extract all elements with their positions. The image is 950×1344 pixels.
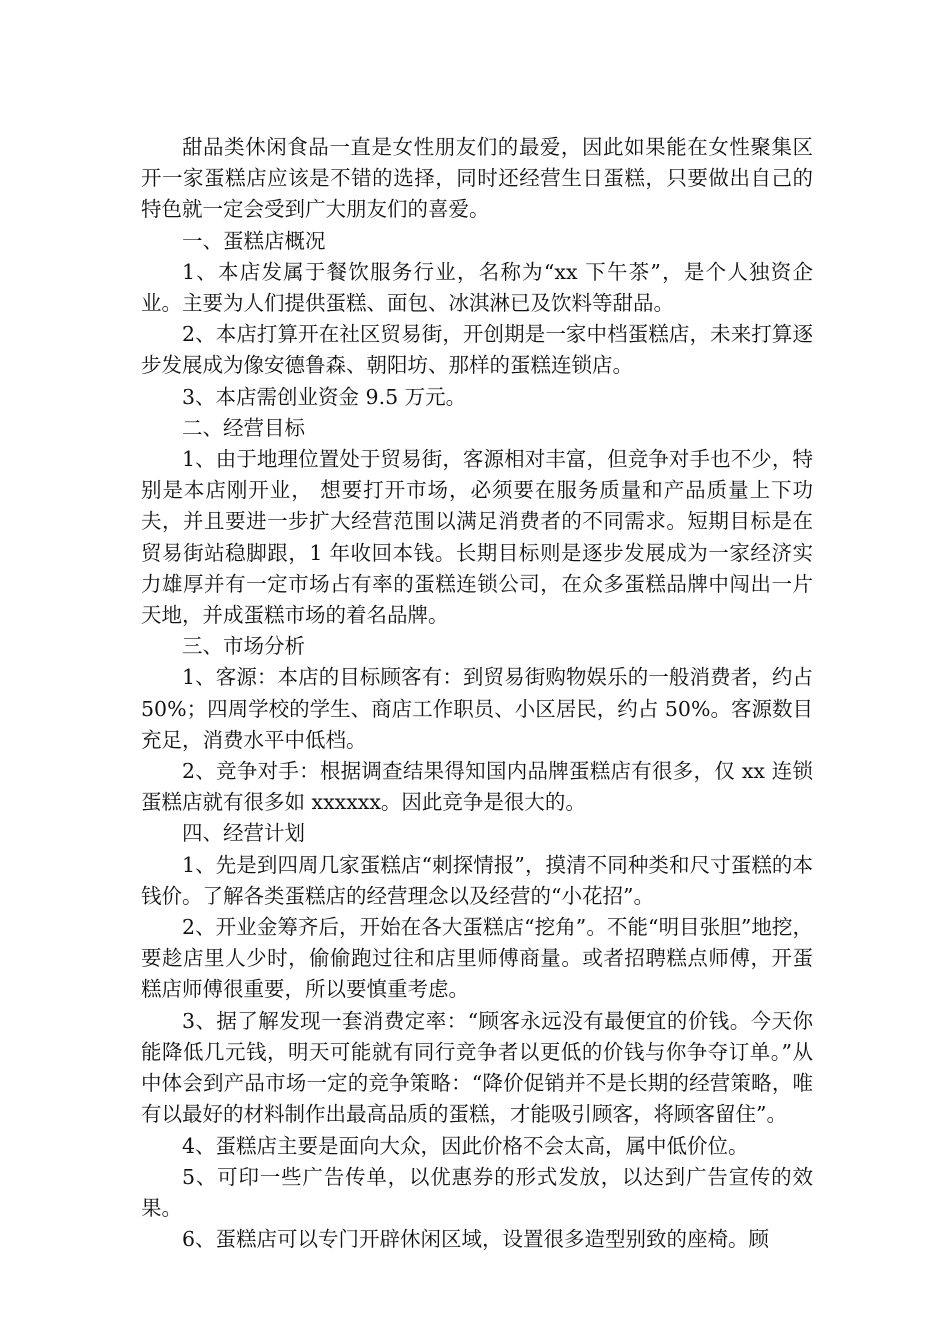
section-heading-overview: 一、蛋糕店概况: [182, 228, 326, 253]
section-heading-market: 三、市场分析: [182, 634, 305, 659]
plan-item-2: 2、开业金筹齐后，开始在各大蛋糕店“挖角”。不能“明目张胆”地挖，要趁店里人少时，偷偷跑过往和店里师傅商量。或者招聘糕点师傅，开蛋糕店师傅很重要，所以要慎重考虑。: [141, 915, 813, 1002]
plan-item-5: 5、可印一些广告传单，以优惠券的形式发放，以达到广告宣传的效果。: [141, 1164, 813, 1220]
document-body: [141, 132, 813, 1255]
plan-item-4: 4、蛋糕店主要是面向大众，因此价格不会太高，属中低价位。: [182, 1133, 749, 1158]
intro-paragraph: 甜品类休闲食品一直是女性朋友们的最爱，因此如果能在女性聚集区开一家蛋糕店应该是不错的选择，同时还经营生日蛋糕，只要做出自己的特色就一定会受到广大朋友们的喜爱。: [141, 135, 813, 222]
plan-item-6: 6、蛋糕店可以专门开辟休闲区域，设置很多造型别致的座椅。顾: [182, 1227, 770, 1252]
market-item-2: 2、竞争对手：根据调查结果得知国内品牌蛋糕店有很多，仅 xx 连锁蛋糕店就有很多如 xxxxxx。因此竞争是很大的。: [141, 759, 813, 815]
overview-item-1: 1、本店发属于餐饮服务行业，名称为“xx 下午茶”，是个人独资企业。主要为人们提供蛋糕、面包、冰淇淋已及饮料等甜品。: [141, 259, 813, 316]
market-item-1: 1、客源：本店的目标顾客有：到贸易街购物娱乐的一般消费者，约占 50%；四周学校的学生、商店工作职员、小区居民，约占 50%。客源数目充足，消费水平中低档。: [141, 665, 813, 752]
section-heading-goals: 二、经营目标: [182, 415, 305, 440]
plan-item-1: 1、先是到四周几家蛋糕店“刺探情报”，摸清不同种类和尺寸蛋糕的本钱价。了解各类蛋糕店的经营理念以及经营的“小花招”。: [141, 852, 813, 908]
section-heading-plan: 四、经营计划: [182, 821, 305, 846]
goals-item-1: 1、由于地理位置处于贸易街，客源相对丰富，但竞争对手也不少，特别是本店刚开业， 想要打开市场，必须要在服务质量和产品质量上下功夫，并且要进一步扩大经营范围以满足消费者的不同需求。短期目标是在贸易街站稳脚跟，1 年收回本钱。长期目标则是逐步发展成为一家经济实力雄厚并有一定市场占有率的蛋糕连锁公司，在众多蛋糕品牌中闯出一片天地，并成蛋糕市场的着名品牌。: [141, 447, 813, 628]
plan-item-3: 3、据了解发现一套消费定率：“顾客永远没有最便宜的价钱。今天你能降低几元钱，明天可能就有同行竞争者以更低的价钱与你争夺订单。”从中体会到产品市场一定的竞争策略：“降价促销并不是长期的经营策略，唯有以最好的材料制作出最高品质的蛋糕，才能吸引顾客，将顾客留住”。: [141, 1008, 813, 1127]
overview-item-3: 3、本店需创业资金 9.5 万元。: [182, 384, 467, 409]
overview-item-2: 2、本店打算开在社区贸易街，开创期是一家中档蛋糕店，未来打算逐步发展成为像安德鲁森、朝阳坊、那样的蛋糕连锁店。: [141, 322, 813, 378]
